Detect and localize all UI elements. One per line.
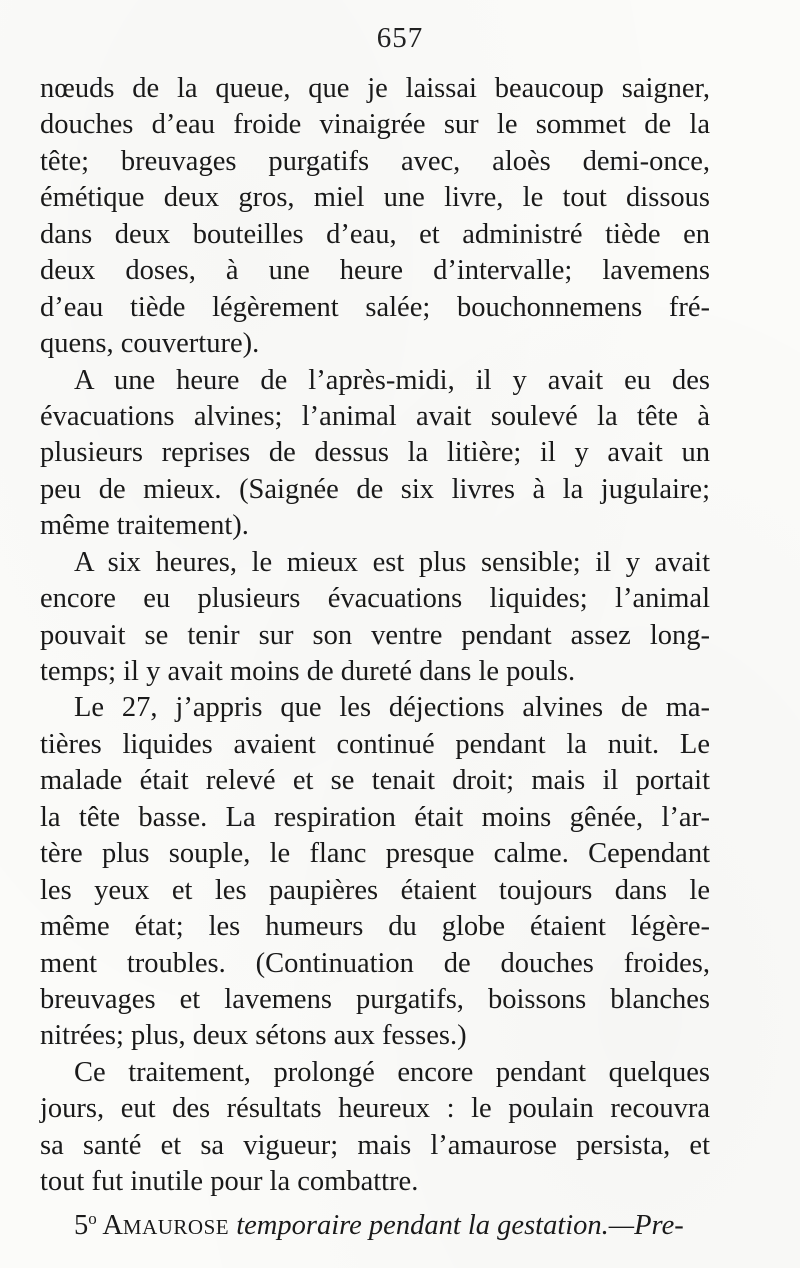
heading-small-caps: MAUROSE (122, 1214, 230, 1239)
text-line: nœuds de la queue, que je laissai beaucoup saigner, (40, 73, 710, 104)
text-line: dans deux bouteilles d’eau, et administré tiède en (40, 218, 710, 250)
text-line: encore eu plusieurs évacuations liquides; l’animal (40, 583, 710, 615)
text-line: tières liquides avaient continué pendant la nuit. Le (40, 728, 710, 760)
text-line: nitrées; plus, deux sétons aux fesses.) (40, 1020, 467, 1052)
text-line: douches d’eau froide vinaigrée sur le sommet de la (40, 109, 710, 141)
heading-initial: A (102, 1209, 123, 1241)
text-line: évacuations alvines; l’animal avait soulevé la tête à (40, 400, 710, 432)
text-line: breuvages et lavemens purgatifs, boissons blanches (40, 983, 710, 1015)
paragraph-first-line: A une heure de l’après-midi, il y avait eu des (74, 364, 710, 396)
heading-ordinal: o (88, 1208, 97, 1228)
text-line: malade était relevé et se tenait droit; mais il portait (40, 765, 710, 797)
text-line: temps; il y avait moins de dureté dans le pouls. (40, 656, 576, 687)
text-line: la tête basse. La respiration était moins gênée, l’ar- (40, 801, 710, 833)
text-line: sa santé et sa vigueur; mais l’amaurose persista, et (40, 1129, 710, 1161)
text-line: tête; breuvages purgatifs avec, aloès demi-once, (40, 145, 710, 177)
text-line: plusieurs reprises de dessus la litière; il y avait un (40, 437, 710, 469)
text-line: même état; les humeurs du globe étaient légère- (40, 911, 710, 943)
text-line: ment troubles. (Continuation de douches froides, (40, 947, 710, 979)
heading-continuation: —Pre- (608, 1209, 684, 1241)
text-line: même traitement). (40, 510, 249, 542)
text-line: pouvait se tenir sur son ventre pendant assez long- (40, 619, 710, 651)
paragraph-first-line: Ce traitement, prolongé encore pendant quelques (74, 1056, 710, 1088)
body-text (40, 71, 710, 1241)
heading-number: 5 (74, 1209, 89, 1241)
text-line: d’eau tiède légèrement salée; bouchonnemens fré- (40, 291, 710, 323)
text-line: tère plus souple, le flanc presque calme. Cependant (40, 838, 710, 870)
text-line: deux doses, à une heure d’intervalle; lavemens (40, 255, 710, 287)
section-heading (40, 1201, 710, 1241)
heading-italic: temporaire pendant la gestation. (236, 1209, 609, 1241)
text-line: peu de mieux. (Saignée de six livres à la jugulaire; (40, 473, 710, 505)
text-line: tout fut inutile pour la combattre. (40, 1166, 419, 1198)
paragraph-first-line: A six heures, le mieux est plus sensible; il y avait (74, 546, 710, 578)
text-line: quens, couverture). (40, 328, 260, 360)
text-line: jours, eut des résultats heureux : le poulain recouvra (40, 1093, 710, 1125)
text-line: les yeux et les paupières étaient toujours dans le (40, 874, 710, 906)
page-number: 657 (376, 22, 424, 54)
paragraph-first-line: Le 27, j’appris que les déjections alvines de ma- (74, 692, 710, 724)
text-line: émétique deux gros, miel une livre, le tout dissous (40, 182, 710, 214)
